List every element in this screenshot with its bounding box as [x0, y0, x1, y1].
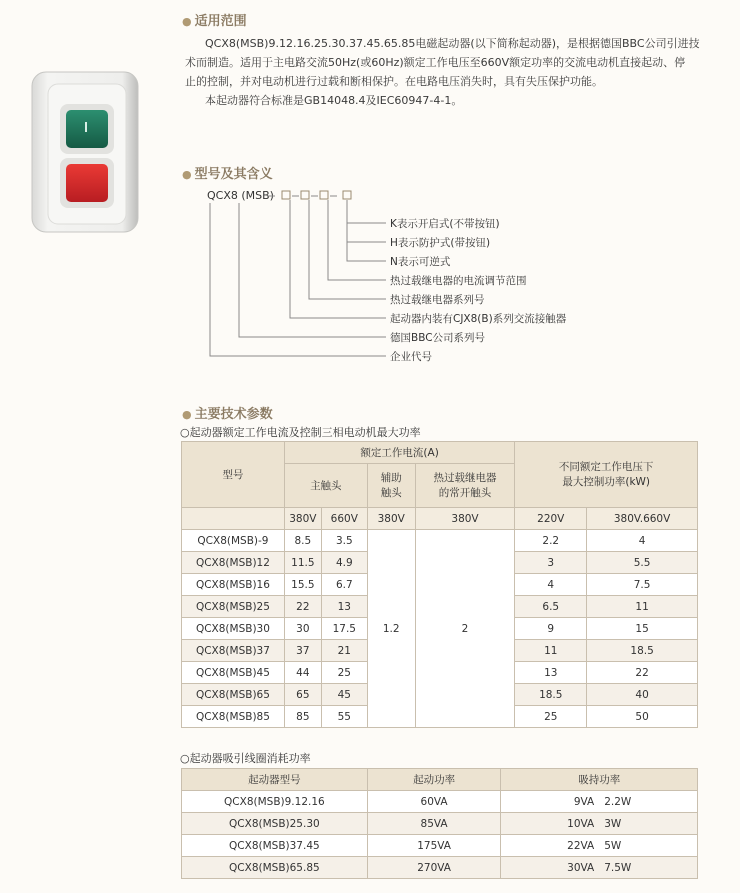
- section-title-scope: ● 适用范围: [182, 14, 247, 29]
- table-row: [182, 835, 698, 857]
- cell-starter-model: QCX8(MSB)65.85: [182, 857, 368, 879]
- cell-start-power: 85VA: [367, 813, 501, 835]
- cell-current-660v: 17.5: [321, 618, 367, 640]
- cell-current-380v: 15.5: [284, 574, 321, 596]
- cell-model: QCX8(MSB)16: [182, 574, 285, 596]
- cell-starter-model: QCX8(MSB)25.30: [182, 813, 368, 835]
- red-button-icon: [66, 164, 108, 202]
- header-blank: [182, 508, 285, 530]
- legend-item: 起动器内装有CJX8(B)系列交流接触器: [390, 313, 567, 325]
- cell-hold-power: [501, 835, 698, 857]
- cell-power-380-660v: 18.5: [587, 640, 698, 662]
- legend-item: H表示防护式(带按钮): [390, 237, 491, 249]
- cell-current-380v: 30: [284, 618, 321, 640]
- cell-model: QCX8(MSB)12: [182, 552, 285, 574]
- cell-start-power: 270VA: [367, 857, 501, 879]
- scope-paragraph: [185, 34, 725, 110]
- hold-power-w: 5W: [604, 839, 622, 852]
- cell-power-220v: 13: [515, 662, 587, 684]
- cell-power-380-660v: 22: [587, 662, 698, 684]
- cell-power-380-660v: 11: [587, 596, 698, 618]
- cell-current-660v: 55: [321, 706, 367, 728]
- legend-item: 德国BBC公司系列号: [390, 332, 486, 344]
- cell-current-380v: 8.5: [284, 530, 321, 552]
- table-row: [182, 791, 698, 813]
- cell-power-220v: 3: [515, 552, 587, 574]
- scope-line: QCX8(MSB)9.12.16.25.30.37.45.65.85电磁起动器(以下简称起动器)，是根据德国BBC公司引进技: [205, 37, 700, 50]
- table1-title: ○起动器额定工作电流及控制三相电动机最大功率: [180, 426, 421, 439]
- cell-current-660v: 45: [321, 684, 367, 706]
- header-660v: 660V: [321, 508, 367, 530]
- cell-thermal-current: 2: [415, 530, 515, 728]
- header-aux-contact: 辅助 触头: [367, 464, 415, 508]
- cell-power-380-660v: 5.5: [587, 552, 698, 574]
- cell-power-220v: 11: [515, 640, 587, 662]
- cell-model: QCX8(MSB)37: [182, 640, 285, 662]
- legend-item: K表示开启式(不带按钮): [390, 218, 500, 230]
- scope-line: 术而制造。适用于主电路交流50Hz(或60Hz)额定工作电压至660V额定功率的交流电动机直接起动、停: [185, 56, 686, 69]
- cell-current-380v: 11.5: [284, 552, 321, 574]
- hold-power-va: 10VA: [567, 817, 595, 830]
- table-row: [182, 813, 698, 835]
- cell-power-380-660v: 7.5: [587, 574, 698, 596]
- cell-current-380v: 22: [284, 596, 321, 618]
- header-model: 型号: [182, 442, 285, 508]
- legend-item: 热过载继电器系列号: [390, 294, 485, 306]
- section-title-model: ● 型号及其含义: [182, 167, 273, 182]
- cell-power-380-660v: 40: [587, 684, 698, 706]
- starter-product-image: [30, 70, 140, 235]
- model-code-label: QCX8 (MSB): [207, 189, 274, 202]
- cell-current-380v: 85: [284, 706, 321, 728]
- header-max-power: 不同额定工作电压下 最大控制功率(kW): [515, 442, 698, 508]
- cell-model: QCX8(MSB)30: [182, 618, 285, 640]
- cell-current-380v: 37: [284, 640, 321, 662]
- header-rated-current: 额定工作电流(A): [284, 442, 514, 464]
- cell-power-220v: 18.5: [515, 684, 587, 706]
- cell-current-380v: 44: [284, 662, 321, 684]
- cell-current-660v: 21: [321, 640, 367, 662]
- cell-current-660v: 25: [321, 662, 367, 684]
- header-aux-380v: 380V: [367, 508, 415, 530]
- header-starter-model: 起动器型号: [182, 769, 368, 791]
- model-code-diagram: [200, 186, 400, 366]
- legend-item: 企业代号: [390, 351, 432, 363]
- rated-current-table: [181, 441, 698, 728]
- table-row: [182, 530, 698, 552]
- cell-model: QCX8(MSB)85: [182, 706, 285, 728]
- cell-start-power: 60VA: [367, 791, 501, 813]
- cell-power-220v: 25: [515, 706, 587, 728]
- hold-power-w: 7.5W: [604, 861, 632, 874]
- table2-title: ○起动器吸引线圈消耗功率: [180, 752, 311, 765]
- cell-power-220v: 6.5: [515, 596, 587, 618]
- hold-power-w: 2.2W: [604, 795, 632, 808]
- header-hold-power: 吸持功率: [501, 769, 698, 791]
- hold-power-w: 3W: [604, 817, 622, 830]
- header-220v: 220V: [515, 508, 587, 530]
- scope-line: 止的控制，并对电动机进行过载和断相保护。在电路电压消失时，具有失压保护功能。: [185, 75, 603, 88]
- cell-power-380-660v: 15: [587, 618, 698, 640]
- cell-power-220v: 2.2: [515, 530, 587, 552]
- header-thermal-contact: 热过载继电器 的常开触头: [415, 464, 515, 508]
- hold-power-va: 9VA: [573, 795, 595, 808]
- cell-starter-model: QCX8(MSB)37.45: [182, 835, 368, 857]
- cell-power-220v: 9: [515, 618, 587, 640]
- cell-starter-model: QCX8(MSB)9.12.16: [182, 791, 368, 813]
- cell-hold-power: [501, 791, 698, 813]
- header-thermal-380v: 380V: [415, 508, 515, 530]
- cell-power-380-660v: 50: [587, 706, 698, 728]
- cell-current-660v: 4.9: [321, 552, 367, 574]
- cell-model: QCX8(MSB)45: [182, 662, 285, 684]
- cell-power-220v: 4: [515, 574, 587, 596]
- cell-start-power: 175VA: [367, 835, 501, 857]
- model-legend: [390, 215, 566, 367]
- header-start-power: 起动功率: [367, 769, 501, 791]
- section-title-specs: ● 主要技术参数: [182, 407, 273, 422]
- cell-aux-current: 1.2: [367, 530, 415, 728]
- cell-power-380-660v: 4: [587, 530, 698, 552]
- header-380v: 380V: [284, 508, 321, 530]
- cell-hold-power: [501, 857, 698, 879]
- cell-hold-power: [501, 813, 698, 835]
- table-row: [182, 857, 698, 879]
- scope-line: 本起动器符合标准是GB14048.4及IEC60947-4-1。: [205, 94, 463, 107]
- header-380-660v: 380V.660V: [587, 508, 698, 530]
- hold-power-va: 22VA: [567, 839, 595, 852]
- legend-item: N表示可逆式: [390, 256, 451, 268]
- cell-model: QCX8(MSB)25: [182, 596, 285, 618]
- cell-model: QCX8(MSB)65: [182, 684, 285, 706]
- cell-current-660v: 6.7: [321, 574, 367, 596]
- cell-current-660v: 13: [321, 596, 367, 618]
- header-main-contact: 主触头: [284, 464, 367, 508]
- legend-item: 热过载继电器的电流调节范围: [390, 275, 527, 287]
- hold-power-va: 30VA: [567, 861, 595, 874]
- cell-current-660v: 3.5: [321, 530, 367, 552]
- cell-model: QCX8(MSB)-9: [182, 530, 285, 552]
- cell-current-380v: 65: [284, 684, 321, 706]
- coil-power-table: [181, 768, 698, 879]
